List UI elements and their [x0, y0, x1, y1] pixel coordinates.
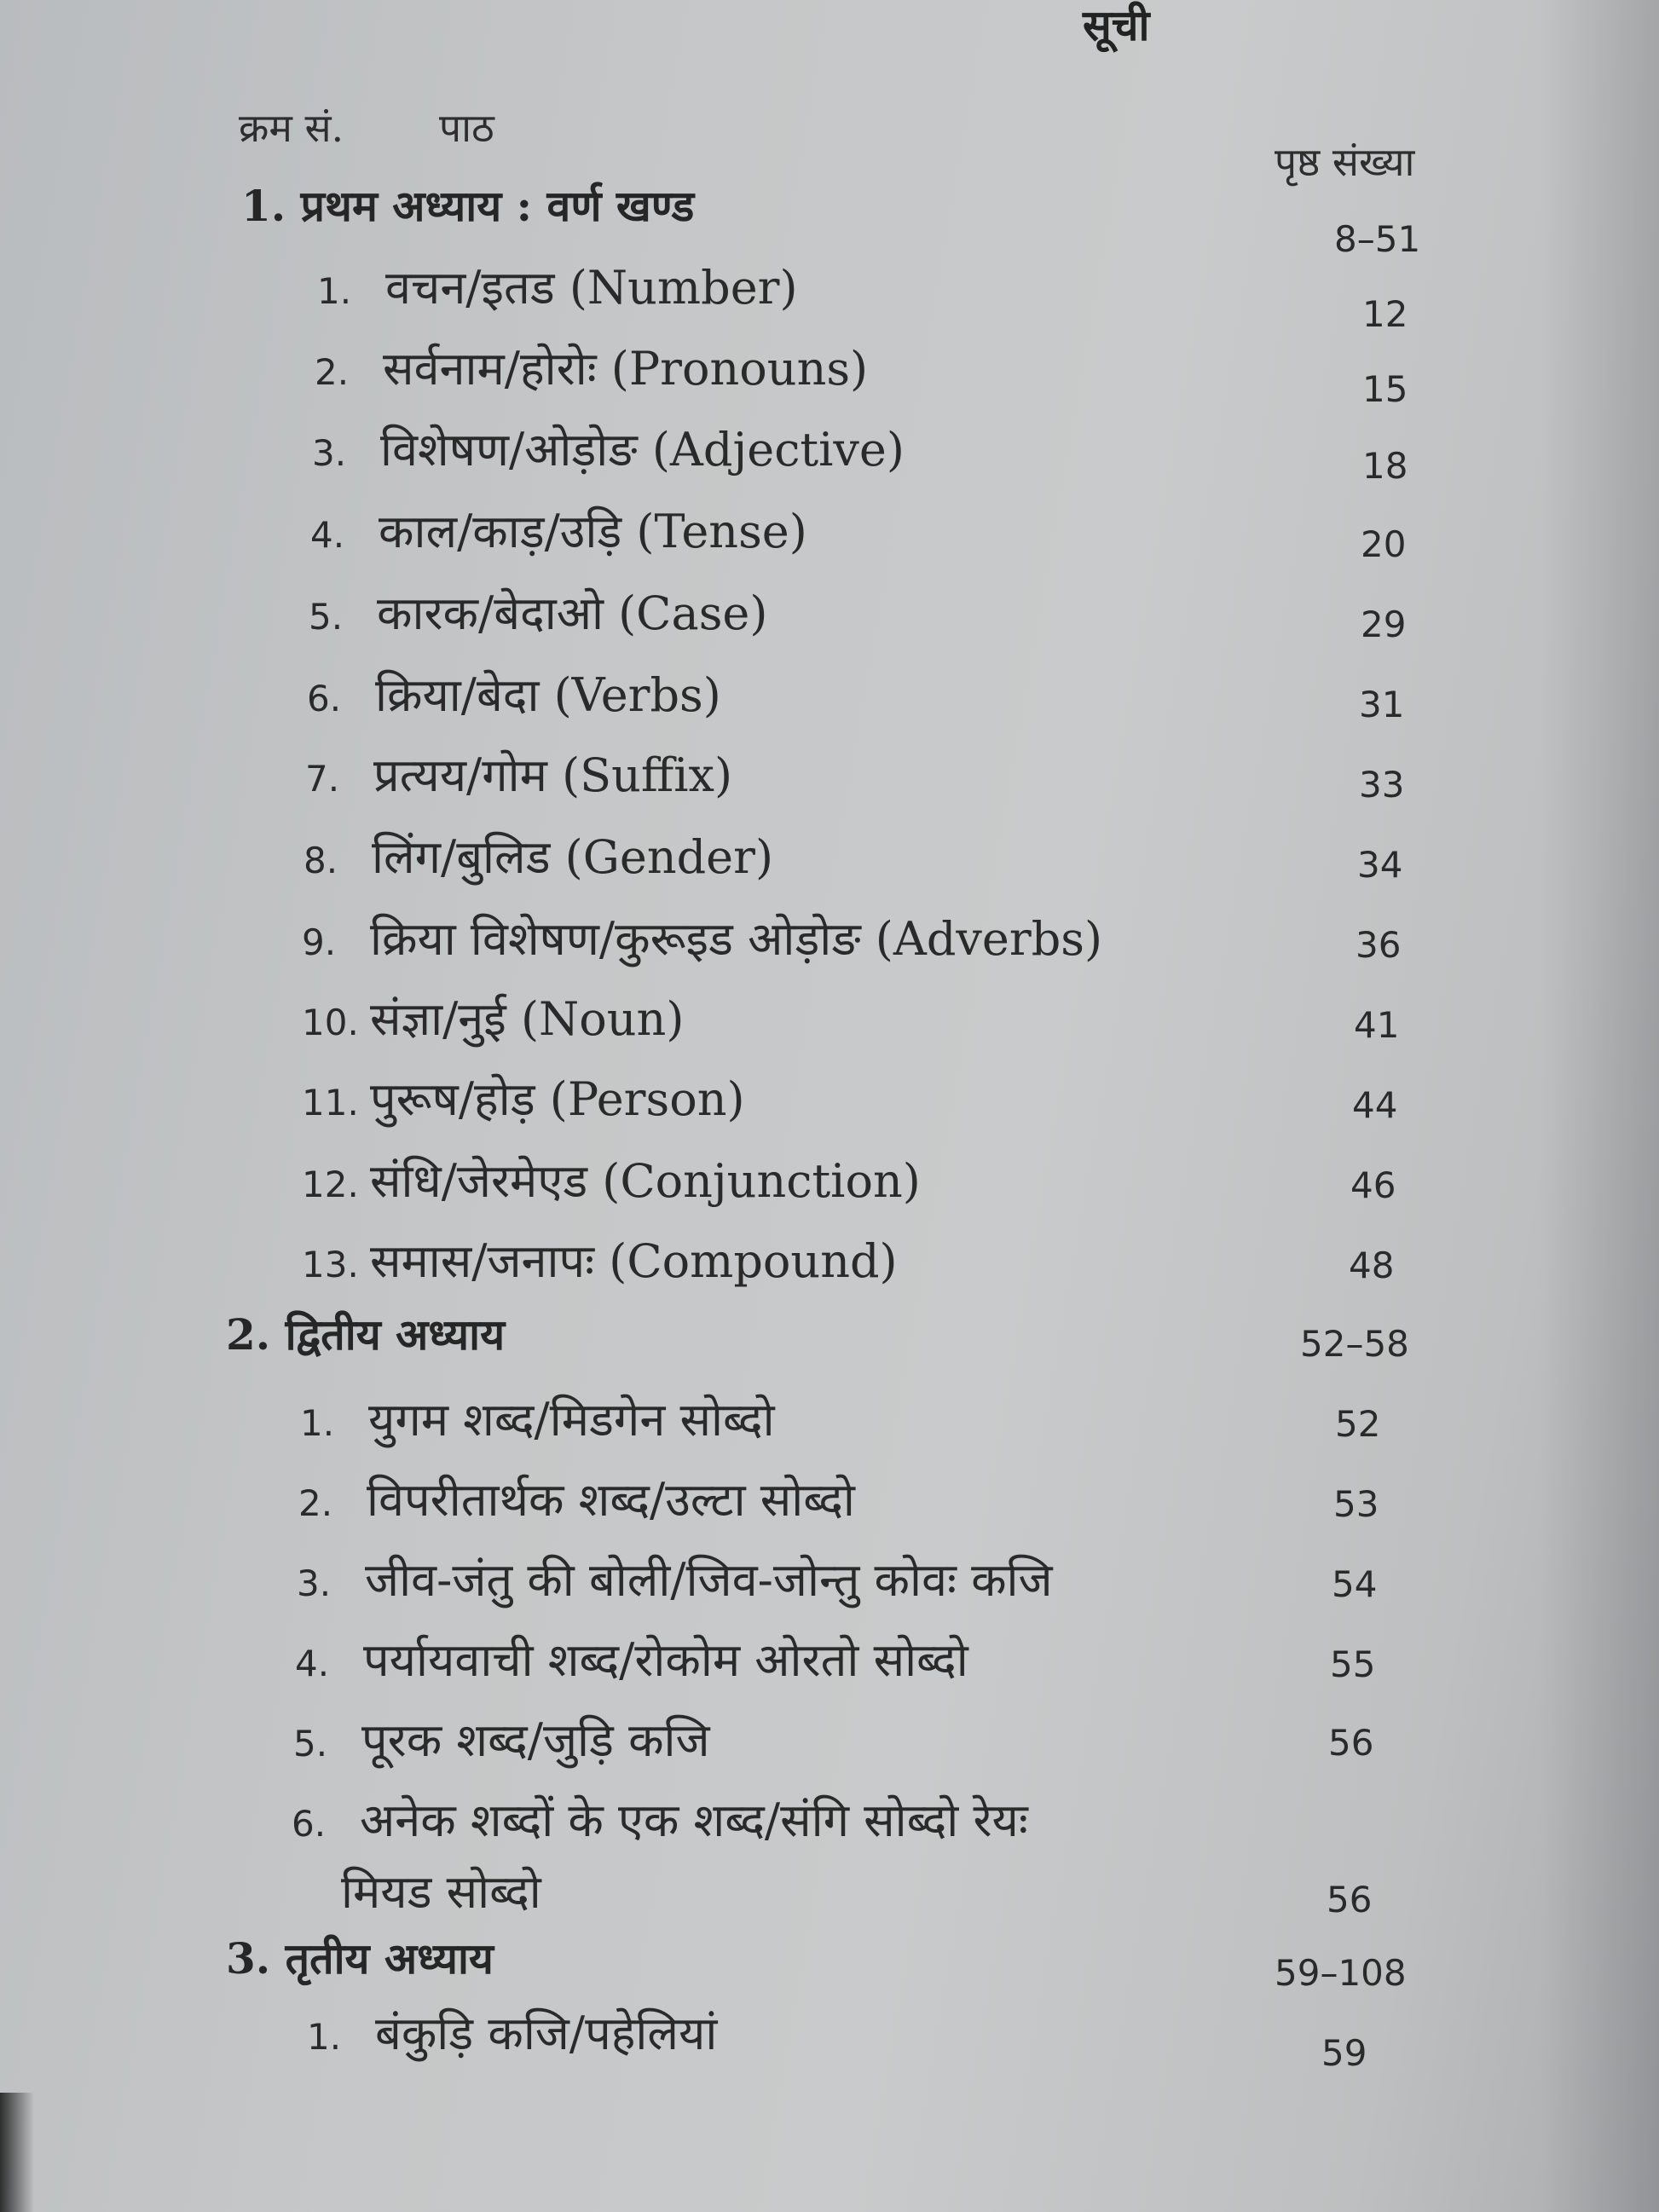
entry-page: 33: [1359, 764, 1405, 806]
entry-page: 56: [1327, 1879, 1373, 1920]
corner-shadow: [0, 2093, 34, 2212]
toc-entry: [315, 335, 868, 398]
toc-entry: [310, 498, 807, 561]
entry-number: 11.: [302, 1082, 359, 1123]
toc-entry: [302, 1147, 921, 1210]
entry-title: पुरूष/होड़ (Person): [370, 1072, 745, 1126]
entry-page: 46: [1350, 1164, 1396, 1206]
entry-number: 2.: [298, 1482, 333, 1524]
toc-entry: [302, 1227, 898, 1291]
entry-title: युगम शब्द/मिडगेन सोब्दो: [368, 1393, 775, 1447]
entry-page: 54: [1332, 1563, 1378, 1605]
entry-title: अनेक शब्दों के एक शब्द/संगि सोब्दो रेयः: [360, 1793, 1028, 1847]
toc-entry: [307, 661, 721, 725]
entry-page: 56: [1328, 1722, 1374, 1764]
entry-title: लिंग/बुलिड (Gender): [372, 830, 774, 884]
entry-number: 12.: [302, 1164, 359, 1205]
entry-title-continued: मियड सोब्दो: [341, 1865, 541, 1919]
header-lesson: पाठ: [439, 105, 494, 151]
entry-number: 1.: [317, 270, 352, 312]
chapter-1-pages: 8–51: [1334, 218, 1421, 260]
entry-title: बंकुड़ि कजि/पहेलियां: [375, 2007, 718, 2060]
entry-number: 6.: [307, 678, 342, 719]
chapter-2-pages: 52–58: [1300, 1323, 1409, 1365]
toc-entry: [312, 416, 905, 479]
toc-entry: [300, 1386, 775, 1449]
entry-number: 3.: [312, 432, 347, 474]
entry-page: 31: [1359, 684, 1405, 725]
entry-page: 29: [1361, 604, 1407, 645]
entry-page: 59: [1321, 2032, 1367, 2074]
header-page: पृष्ठ संख्या: [1275, 139, 1415, 185]
toc-entry: [302, 1066, 745, 1129]
entry-number: 3.: [297, 1562, 332, 1604]
entry-number: 6.: [292, 1803, 327, 1845]
entry-title: कारक/बेदाओ (Case): [377, 586, 768, 640]
entry-number: 5.: [293, 1723, 328, 1764]
entry-page: 48: [1349, 1245, 1395, 1286]
entry-title: पर्यायवाची शब्द/रोकोम ओरतो सोब्दो: [363, 1633, 968, 1687]
chapter-1-title: 1. प्रथम अध्याय : वर्ण खण्ड: [241, 181, 695, 231]
entry-number: 13.: [302, 1244, 359, 1285]
page-shadow: [1540, 0, 1659, 2212]
toc-entry: [309, 580, 767, 643]
entry-number: 4.: [310, 514, 345, 556]
entry-page: 15: [1362, 368, 1408, 410]
entry-number: 2.: [315, 351, 350, 393]
chapter-2-title: 2. द्वितीय अध्याय: [226, 1309, 506, 1360]
toc-entry: [298, 1466, 855, 1529]
chapter-3-pages: 59–108: [1275, 1952, 1407, 1994]
entry-number: 7.: [305, 758, 340, 800]
entry-page: 41: [1354, 1004, 1400, 1046]
chapter-3-title: 3. तृतीय अध्याय: [226, 1933, 494, 1984]
entry-number: 8.: [303, 840, 338, 881]
cut-off-heading: सूची: [1083, 0, 1150, 50]
toc-entry: [292, 1787, 1028, 1850]
entry-page: 53: [1333, 1483, 1379, 1525]
entry-number: 5.: [309, 596, 344, 638]
toc-entry: [303, 823, 773, 887]
entry-page: 52: [1335, 1403, 1381, 1445]
toc-entry: [302, 905, 1102, 968]
entry-number: 1.: [307, 2016, 342, 2058]
entry-page: 44: [1352, 1084, 1398, 1126]
entry-page: 34: [1357, 844, 1403, 886]
entry-title: संज्ञा/नुई (Noun): [370, 992, 685, 1046]
toc-entry: [295, 1626, 968, 1689]
entry-page: 18: [1362, 445, 1408, 487]
entry-title: क्रिया/बेदा (Verbs): [375, 668, 721, 722]
entry-title: विपरीतार्थक शब्द/उल्टा सोब्दो: [367, 1473, 855, 1527]
entry-number: 9.: [302, 921, 337, 963]
toc-entry: [297, 1546, 1053, 1609]
toc-entry: [293, 1707, 710, 1770]
toc-entry: [317, 254, 798, 317]
entry-title: जीव-जंतु की बोली/जिव-जोन्तु कोवः कजि: [365, 1553, 1053, 1607]
entry-title: संधि/जेरमेएड (Conjunction): [370, 1154, 921, 1208]
entry-title: क्रिया विशेषण/कुरूइड ओड़ोङ (Adverbs): [370, 912, 1103, 966]
entry-number: 4.: [295, 1643, 330, 1684]
entry-page: 20: [1361, 523, 1407, 565]
entry-title: काल/काड़/उड़ि (Tense): [379, 505, 807, 558]
entry-title: विशेषण/ओड़ोङ (Adjective): [380, 423, 905, 476]
header-serial: क्रम सं.: [239, 105, 344, 151]
toc-entry: [305, 742, 732, 805]
entry-title: प्रत्यय/गोम (Suffix): [373, 748, 733, 802]
entry-title: वचन/इतड (Number): [385, 261, 798, 315]
toc-entry: [302, 985, 684, 1048]
toc-entry: [307, 2000, 717, 2063]
entry-page: 12: [1362, 293, 1408, 335]
entry-page: 36: [1356, 924, 1402, 966]
entry-number: 10.: [302, 1002, 359, 1043]
entry-title: सर्वनाम/होरोः (Pronouns): [383, 342, 869, 396]
entry-number: 1.: [300, 1402, 335, 1444]
entry-title: समास/जनापः (Compound): [370, 1234, 898, 1288]
entry-page: 55: [1330, 1643, 1376, 1685]
entry-title: पूरक शब्द/जुड़ि कजि: [361, 1713, 710, 1767]
